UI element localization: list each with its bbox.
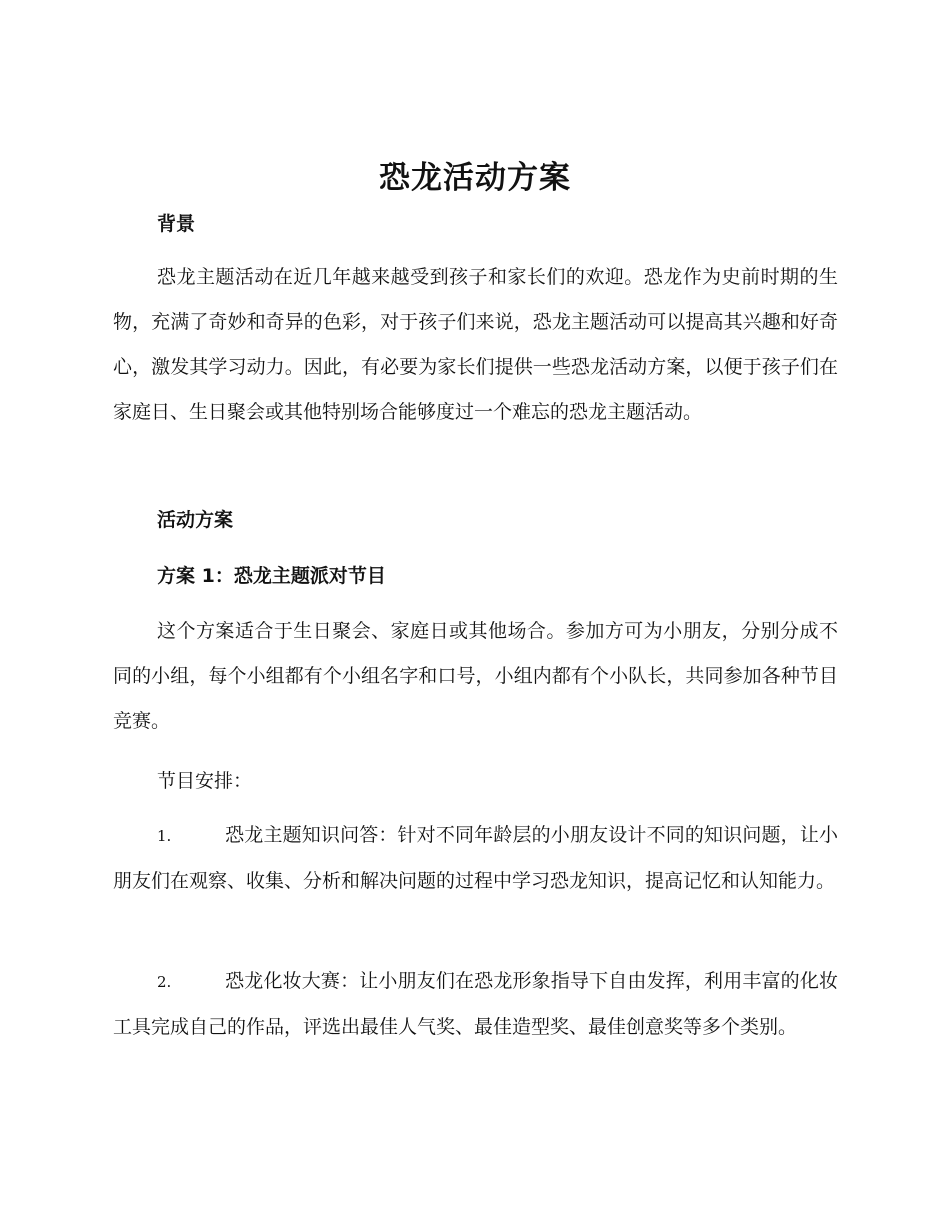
list-item [113,959,838,1050]
list-item [113,813,838,904]
plan1-heading: 方案 1：恐龙主题派对节目 [157,565,386,587]
background-paragraph: 恐龙主题活动在近几年越来越受到孩子和家长们的欢迎。恐龙作为史前时期的生物，充满了奇妙和奇异的色彩，对于孩子们来说，恐龙主题活动可以提高其兴趣和好奇心，激发其学习动力。因此，有必要为家长们提供一些恐龙活动方案，以便于孩子们在家庭日、生日聚会或其他特别场合能够度过一个难忘的恐龙主题活动。 [113,266,838,423]
plan-heading: 活动方案 [157,509,234,531]
list-item-number: 2. [157,973,172,991]
schedule-label: 节目安排： [157,770,253,792]
plan1-paragraph: 这个方案适合于生日聚会、家庭日或其他场合。参加方可为小朋友，分别分成不同的小组，每个小组都有个小组名字和口号，小组内都有个小队长，共同参加各种节目竞赛。 [113,620,838,732]
document-title: 恐龙活动方案 [379,160,571,196]
background-heading: 背景 [157,213,196,235]
list-item-number: 1. [157,827,172,845]
list-item-text: 恐龙化妆大赛：让小朋友们在恐龙形象指导下自由发挥，利用丰富的化妆工具完成自己的作品，评选出最佳人气奖、最佳造型奖、最佳创意奖等多个类别。 [113,970,838,1038]
list-item-text: 恐龙主题知识问答：针对不同年龄层的小朋友设计不同的知识问题，让小朋友们在观察、收集、分析和解决问题的过程中学习恐龙知识，提高记忆和认知能力。 [113,824,838,892]
